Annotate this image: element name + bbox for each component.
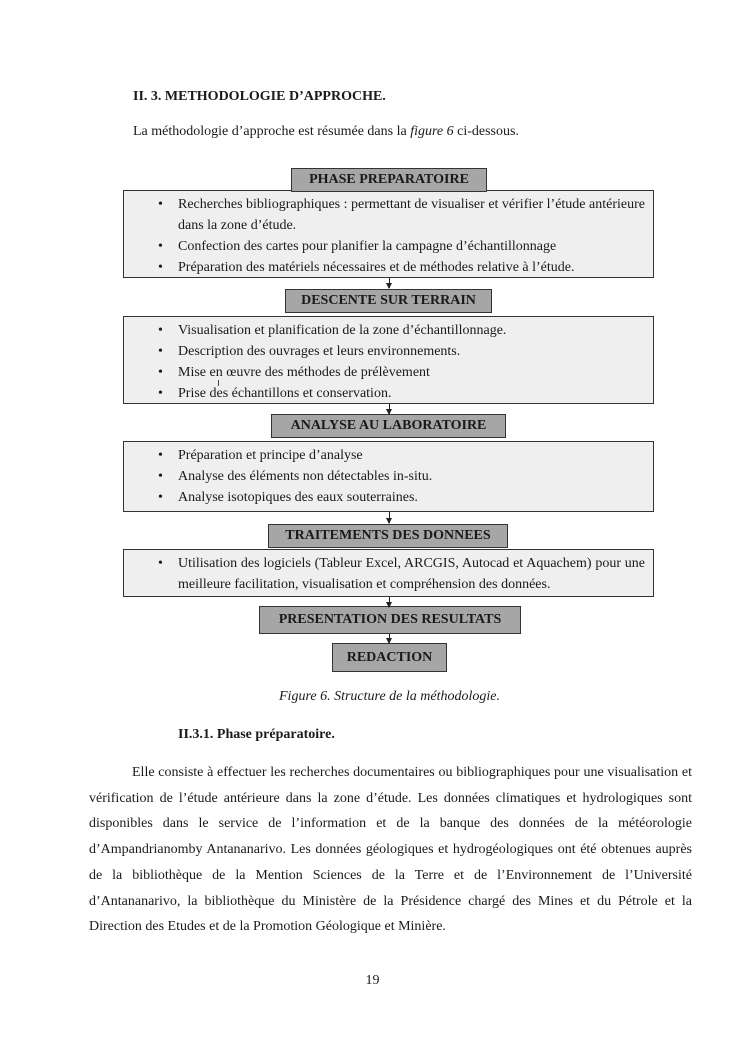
phase-box-traitements xyxy=(123,549,654,597)
body-paragraph xyxy=(89,760,692,940)
intro-after: ci-dessous. xyxy=(453,124,519,139)
page-number: 19 xyxy=(365,973,380,988)
phase-title-laboratoire: ANALYSE AU LABORATOIRE xyxy=(271,414,506,438)
stray-mark xyxy=(218,380,219,386)
intro-before: La méthodologie d’approche est résumée dans la xyxy=(133,124,411,139)
phase-box-preparatoire xyxy=(123,190,654,278)
list-item: • Recherches bibliographiques : permettant de visualiser et vérifier l’étude antérieure dans la zone d’étude. xyxy=(124,194,653,236)
paragraph-text: Elle consiste à effectuer les recherches documentaires ou bibliographiques pour une visualisation et vérification de l’étude antérieure dans la zone d’étude. Les données climatiques et hydrologiques sont disponibles dans le service de l’information et de la banque des données de la météorologie d’Ampandrianomby Antananarivo. Les données géologiques et hydrogéologiques ont été obtenues auprès de la bibliothèque de la Mention Sciences de la Terre et de l’Environnement de l’Université d’Antananarivo, la bibliothèque du Ministère de la Présidence chargé des Mines et du Pétrole et la Direction des Etudes et de la Promotion Géologique et Minière. xyxy=(89,765,692,935)
list-item: • Préparation et principe d’analyse xyxy=(124,445,653,466)
phase-title-preparatoire: PHASE PREPARATOIRE xyxy=(291,168,487,192)
figure-reference: figure 6 xyxy=(410,124,454,139)
phase-box-laboratoire xyxy=(123,441,654,512)
list-item: • Mise en œuvre des méthodes de prélèvement xyxy=(124,362,653,383)
flow-arrow xyxy=(389,404,390,414)
subsection-heading: II.3.1. Phase préparatoire. xyxy=(178,727,335,742)
phase-box-terrain xyxy=(123,316,654,404)
list-item: • Analyse des éléments non détectables in-situ. xyxy=(124,466,653,487)
intro-text xyxy=(133,124,519,140)
flow-arrow xyxy=(389,634,390,643)
step-redaction: REDACTION xyxy=(332,643,447,672)
flow-arrow xyxy=(389,278,390,288)
list-item: • Description des ouvrages et leurs environnements. xyxy=(124,341,653,362)
list-item: • Visualisation et planification de la zone d’échantillonnage. xyxy=(124,320,653,341)
list-item: • Confection des cartes pour planifier la campagne d’échantillonnage xyxy=(124,236,653,257)
flow-arrow xyxy=(389,597,390,607)
figure-caption: Figure 6. Structure de la méthodologie. xyxy=(279,689,500,704)
phase-title-traitements: TRAITEMENTS DES DONNEES xyxy=(268,524,508,548)
flow-arrow xyxy=(389,512,390,523)
list-item: • Utilisation des logiciels (Tableur Excel, ARCGIS, Autocad et Aquachem) pour une meilleure facilitation, visualisation et compréhension des données. xyxy=(124,553,653,595)
section-heading: II. 3. METHODOLOGIE D’APPROCHE. xyxy=(133,89,386,104)
step-presentation-resultats: PRESENTATION DES RESULTATS xyxy=(259,606,521,634)
list-item: • Analyse isotopiques des eaux souterraines. xyxy=(124,487,653,508)
list-item: • Préparation des matériels nécessaires et de méthodes relative à l’étude. xyxy=(124,257,653,278)
list-item: • Prise des échantillons et conservation. xyxy=(124,383,653,404)
phase-title-terrain: DESCENTE SUR TERRAIN xyxy=(285,289,492,313)
